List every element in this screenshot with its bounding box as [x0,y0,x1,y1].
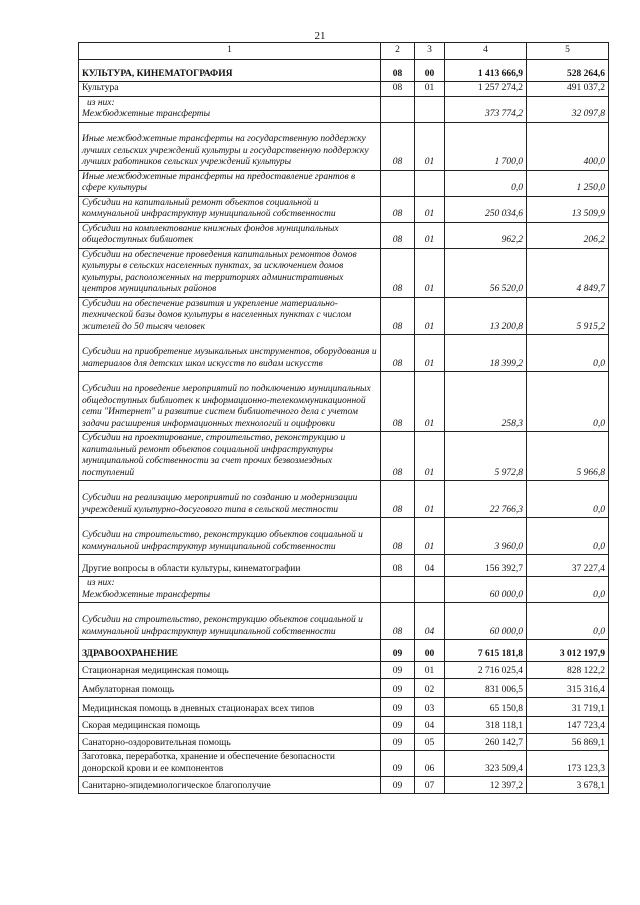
table-row [79,196,609,222]
row-amount-1: 831 006,5 [445,679,527,698]
row-section-code: 08 [381,82,415,97]
row-amount-2: 56 869,1 [527,734,609,751]
row-name: Медицинская помощь в дневных стационарах всех типов [79,698,381,717]
row-amount-1: 318 118,1 [445,717,527,734]
table-row [79,717,609,734]
row-subsection-code: 01 [415,662,445,679]
row-amount-1: 13 200,8 [445,297,527,335]
row-subsection-code: 01 [415,248,445,297]
table-row [79,679,609,698]
row-amount-2: 3 012 197,9 [527,640,609,662]
row-note: из них: [87,578,115,588]
row-name: Субсидии на проектирование, строительство, реконструкцию и капитальный ремонт объектов социальной инфраструктуры муниципальной собственности за счет прочих безвозмездных поступлений [79,432,381,481]
row-section-code [381,96,415,122]
row-subsection-code: 01 [415,122,445,170]
row-name: Субсидии на обеспечение проведения капитальных ремонтов домов культуры в сельских населенных пунктах, за исключением домов культуры, расположенных на территориях административных центров муниципальных районов [79,248,381,297]
row-subsection-code [415,96,445,122]
row-subsection-code: 00 [415,60,445,82]
row-section-code: 09 [381,751,415,777]
row-subsection-code [415,170,445,196]
row-name: Субсидии на строительство, реконструкцию объектов социальной и коммунальной инфраструктур муниципальной собственности [79,603,381,640]
row-amount-2: 13 509,9 [527,196,609,222]
row-name: Санаторно-оздоровительная помощь [79,734,381,751]
row-amount-2: 1 250,0 [527,170,609,196]
row-subsection-code: 01 [415,82,445,97]
row-subsection-code: 01 [415,335,445,372]
row-subsection-code: 05 [415,734,445,751]
section-row [79,640,609,662]
row-name-text: Межбюджетные трансферты [82,589,211,600]
row-amount-2: 0,0 [527,518,609,555]
table-row [79,698,609,717]
table-row [79,751,609,777]
row-amount-1: 56 520,0 [445,248,527,297]
header-row [79,43,609,60]
row-name: Субсидии на проведение мероприятий по подключению муниципальных общедоступных библиотек к информационно-телекоммуникационной сети "Интернет" и развитие систем библиотечного дела с учетом задачи расширения информационных технологий и оцифровки [79,372,381,432]
row-name: ЗДРАВООХРАНЕНИЕ [79,640,381,662]
table-row [79,96,609,122]
row-amount-1: 2 716 025,4 [445,662,527,679]
row-amount-1: 7 615 181,8 [445,640,527,662]
table-row [79,222,609,248]
row-name: Иные межбюджетные трансферты на государственную поддержку лучших сельских учреждений культуры и государственную поддержку лучших работников сельских учреждений культуры [79,122,381,170]
row-amount-2: 32 097,8 [527,96,609,122]
table-row [79,555,609,577]
row-amount-1: 962,2 [445,222,527,248]
row-name [79,96,381,122]
header-col-section: 2 [381,43,415,60]
row-name: Субсидии на обеспечение развития и укрепление материально-технической базы домов культуры в населенных пунктах с числом жителей до 50 тысяч человек [79,297,381,335]
row-section-code: 08 [381,518,415,555]
row-amount-1: 5 972,8 [445,432,527,481]
row-amount-2: 491 037,2 [527,82,609,97]
table-row [79,372,609,432]
row-section-code: 08 [381,248,415,297]
row-subsection-code [415,577,445,603]
row-amount-2: 315 316,4 [527,679,609,698]
row-name: Субсидии на комплектование книжных фондов муниципальных общедоступных библиотек [79,222,381,248]
row-section-code: 08 [381,555,415,577]
row-amount-2: 173 123,3 [527,751,609,777]
row-section-code: 08 [381,122,415,170]
row-subsection-code: 01 [415,481,445,518]
row-amount-2: 31 719,1 [527,698,609,717]
row-amount-1: 12 397,2 [445,777,527,794]
row-name: Другие вопросы в области культуры, кинематографии [79,555,381,577]
row-amount-2: 0,0 [527,577,609,603]
row-section-code [381,577,415,603]
row-name: Стационарная медицинская помощь [79,662,381,679]
table-row [79,481,609,518]
row-amount-2: 5 966,8 [527,432,609,481]
row-amount-1: 0,0 [445,170,527,196]
row-section-code: 08 [381,222,415,248]
row-amount-1: 1 257 274,2 [445,82,527,97]
row-name: Субсидии на реализацию мероприятий по созданию и модернизации учреждений культурно-досугового типа в сельской местности [79,481,381,518]
row-name: Культура [79,82,381,97]
row-section-code: 09 [381,640,415,662]
row-amount-1: 65 150,8 [445,698,527,717]
table-body [79,60,609,794]
row-amount-2: 0,0 [527,481,609,518]
table-row [79,432,609,481]
row-amount-1: 3 960,0 [445,518,527,555]
row-section-code: 09 [381,777,415,794]
header-col-amount-1: 4 [445,43,527,60]
table-row [79,82,609,97]
row-amount-1: 258,3 [445,372,527,432]
row-subsection-code: 04 [415,555,445,577]
row-amount-1: 60 000,0 [445,577,527,603]
header-col-amount-2: 5 [527,43,609,60]
row-name: Заготовка, переработка, хранение и обеспечение безопасности донорской крови и ее компонентов [79,751,381,777]
page-number: 21 [314,30,326,42]
row-amount-2: 0,0 [527,372,609,432]
row-subsection-code: 04 [415,603,445,640]
table-row [79,297,609,335]
row-amount-1: 250 034,6 [445,196,527,222]
table-row [79,777,609,794]
row-section-code: 08 [381,603,415,640]
row-subsection-code: 04 [415,717,445,734]
row-subsection-code: 01 [415,372,445,432]
row-subsection-code: 01 [415,518,445,555]
table-row [79,122,609,170]
row-name [79,577,381,603]
row-amount-2: 0,0 [527,603,609,640]
row-name: Санитарно-эпидемиологическое благополучие [79,777,381,794]
row-section-code: 08 [381,297,415,335]
row-name: Скорая медицинская помощь [79,717,381,734]
table-row [79,577,609,603]
row-section-code: 09 [381,679,415,698]
row-name: КУЛЬТУРА, КИНЕМАТОГРАФИЯ [79,60,381,82]
row-section-code: 09 [381,662,415,679]
row-amount-1: 22 766,3 [445,481,527,518]
row-subsection-code: 01 [415,196,445,222]
row-amount-1: 18 399,2 [445,335,527,372]
row-subsection-code: 01 [415,432,445,481]
row-subsection-code: 02 [415,679,445,698]
section-row [79,60,609,82]
row-subsection-code: 00 [415,640,445,662]
row-amount-1: 373 774,2 [445,96,527,122]
row-amount-2: 528 264,6 [527,60,609,82]
row-subsection-code: 01 [415,222,445,248]
row-amount-1: 156 392,7 [445,555,527,577]
row-section-code [381,170,415,196]
row-amount-1: 323 509,4 [445,751,527,777]
row-amount-1: 1 700,0 [445,122,527,170]
table-row [79,248,609,297]
row-name: Субсидии на строительство, реконструкцию объектов социальной и коммунальной инфраструктур муниципальной собственности [79,518,381,555]
row-note: из них: [87,97,115,108]
row-name: Субсидии на приобретение музыкальных инструментов, оборудования и материалов для детских школ искусств по видам искусств [79,335,381,372]
row-amount-2: 147 723,4 [527,717,609,734]
header-col-name: 1 [79,43,381,60]
row-section-code: 09 [381,698,415,717]
row-amount-2: 828 122,2 [527,662,609,679]
row-amount-2: 5 915,2 [527,297,609,335]
row-section-code: 08 [381,335,415,372]
table-row [79,734,609,751]
row-subsection-code: 03 [415,698,445,717]
header-col-subsection: 3 [415,43,445,60]
row-section-code: 09 [381,734,415,751]
row-name-text: Межбюджетные трансферты [82,109,211,119]
row-name: Амбулаторная помощь [79,679,381,698]
row-amount-1: 60 000,0 [445,603,527,640]
row-amount-2: 3 678,1 [527,777,609,794]
table-row [79,335,609,372]
row-amount-2: 400,0 [527,122,609,170]
row-amount-1: 1 413 666,9 [445,60,527,82]
row-amount-2: 0,0 [527,335,609,372]
row-amount-2: 4 849,7 [527,248,609,297]
row-section-code: 08 [381,60,415,82]
budget-table [78,42,609,794]
row-section-code: 09 [381,717,415,734]
row-amount-2: 37 227,4 [527,555,609,577]
row-section-code: 08 [381,372,415,432]
row-section-code: 08 [381,481,415,518]
table-header [79,43,609,60]
table-row [79,662,609,679]
row-subsection-code: 01 [415,297,445,335]
row-subsection-code: 06 [415,751,445,777]
row-name: Субсидии на капитальный ремонт объектов социальной и коммунальной инфраструктур муниципальной собственности [79,196,381,222]
row-name: Иные межбюджетные трансферты на предоставление грантов в сфере культуры [79,170,381,196]
row-amount-1: 260 142,7 [445,734,527,751]
table-row [79,518,609,555]
row-amount-2: 206,2 [527,222,609,248]
row-subsection-code: 07 [415,777,445,794]
row-section-code: 08 [381,196,415,222]
table-row [79,603,609,640]
row-section-code: 08 [381,432,415,481]
table-row [79,170,609,196]
